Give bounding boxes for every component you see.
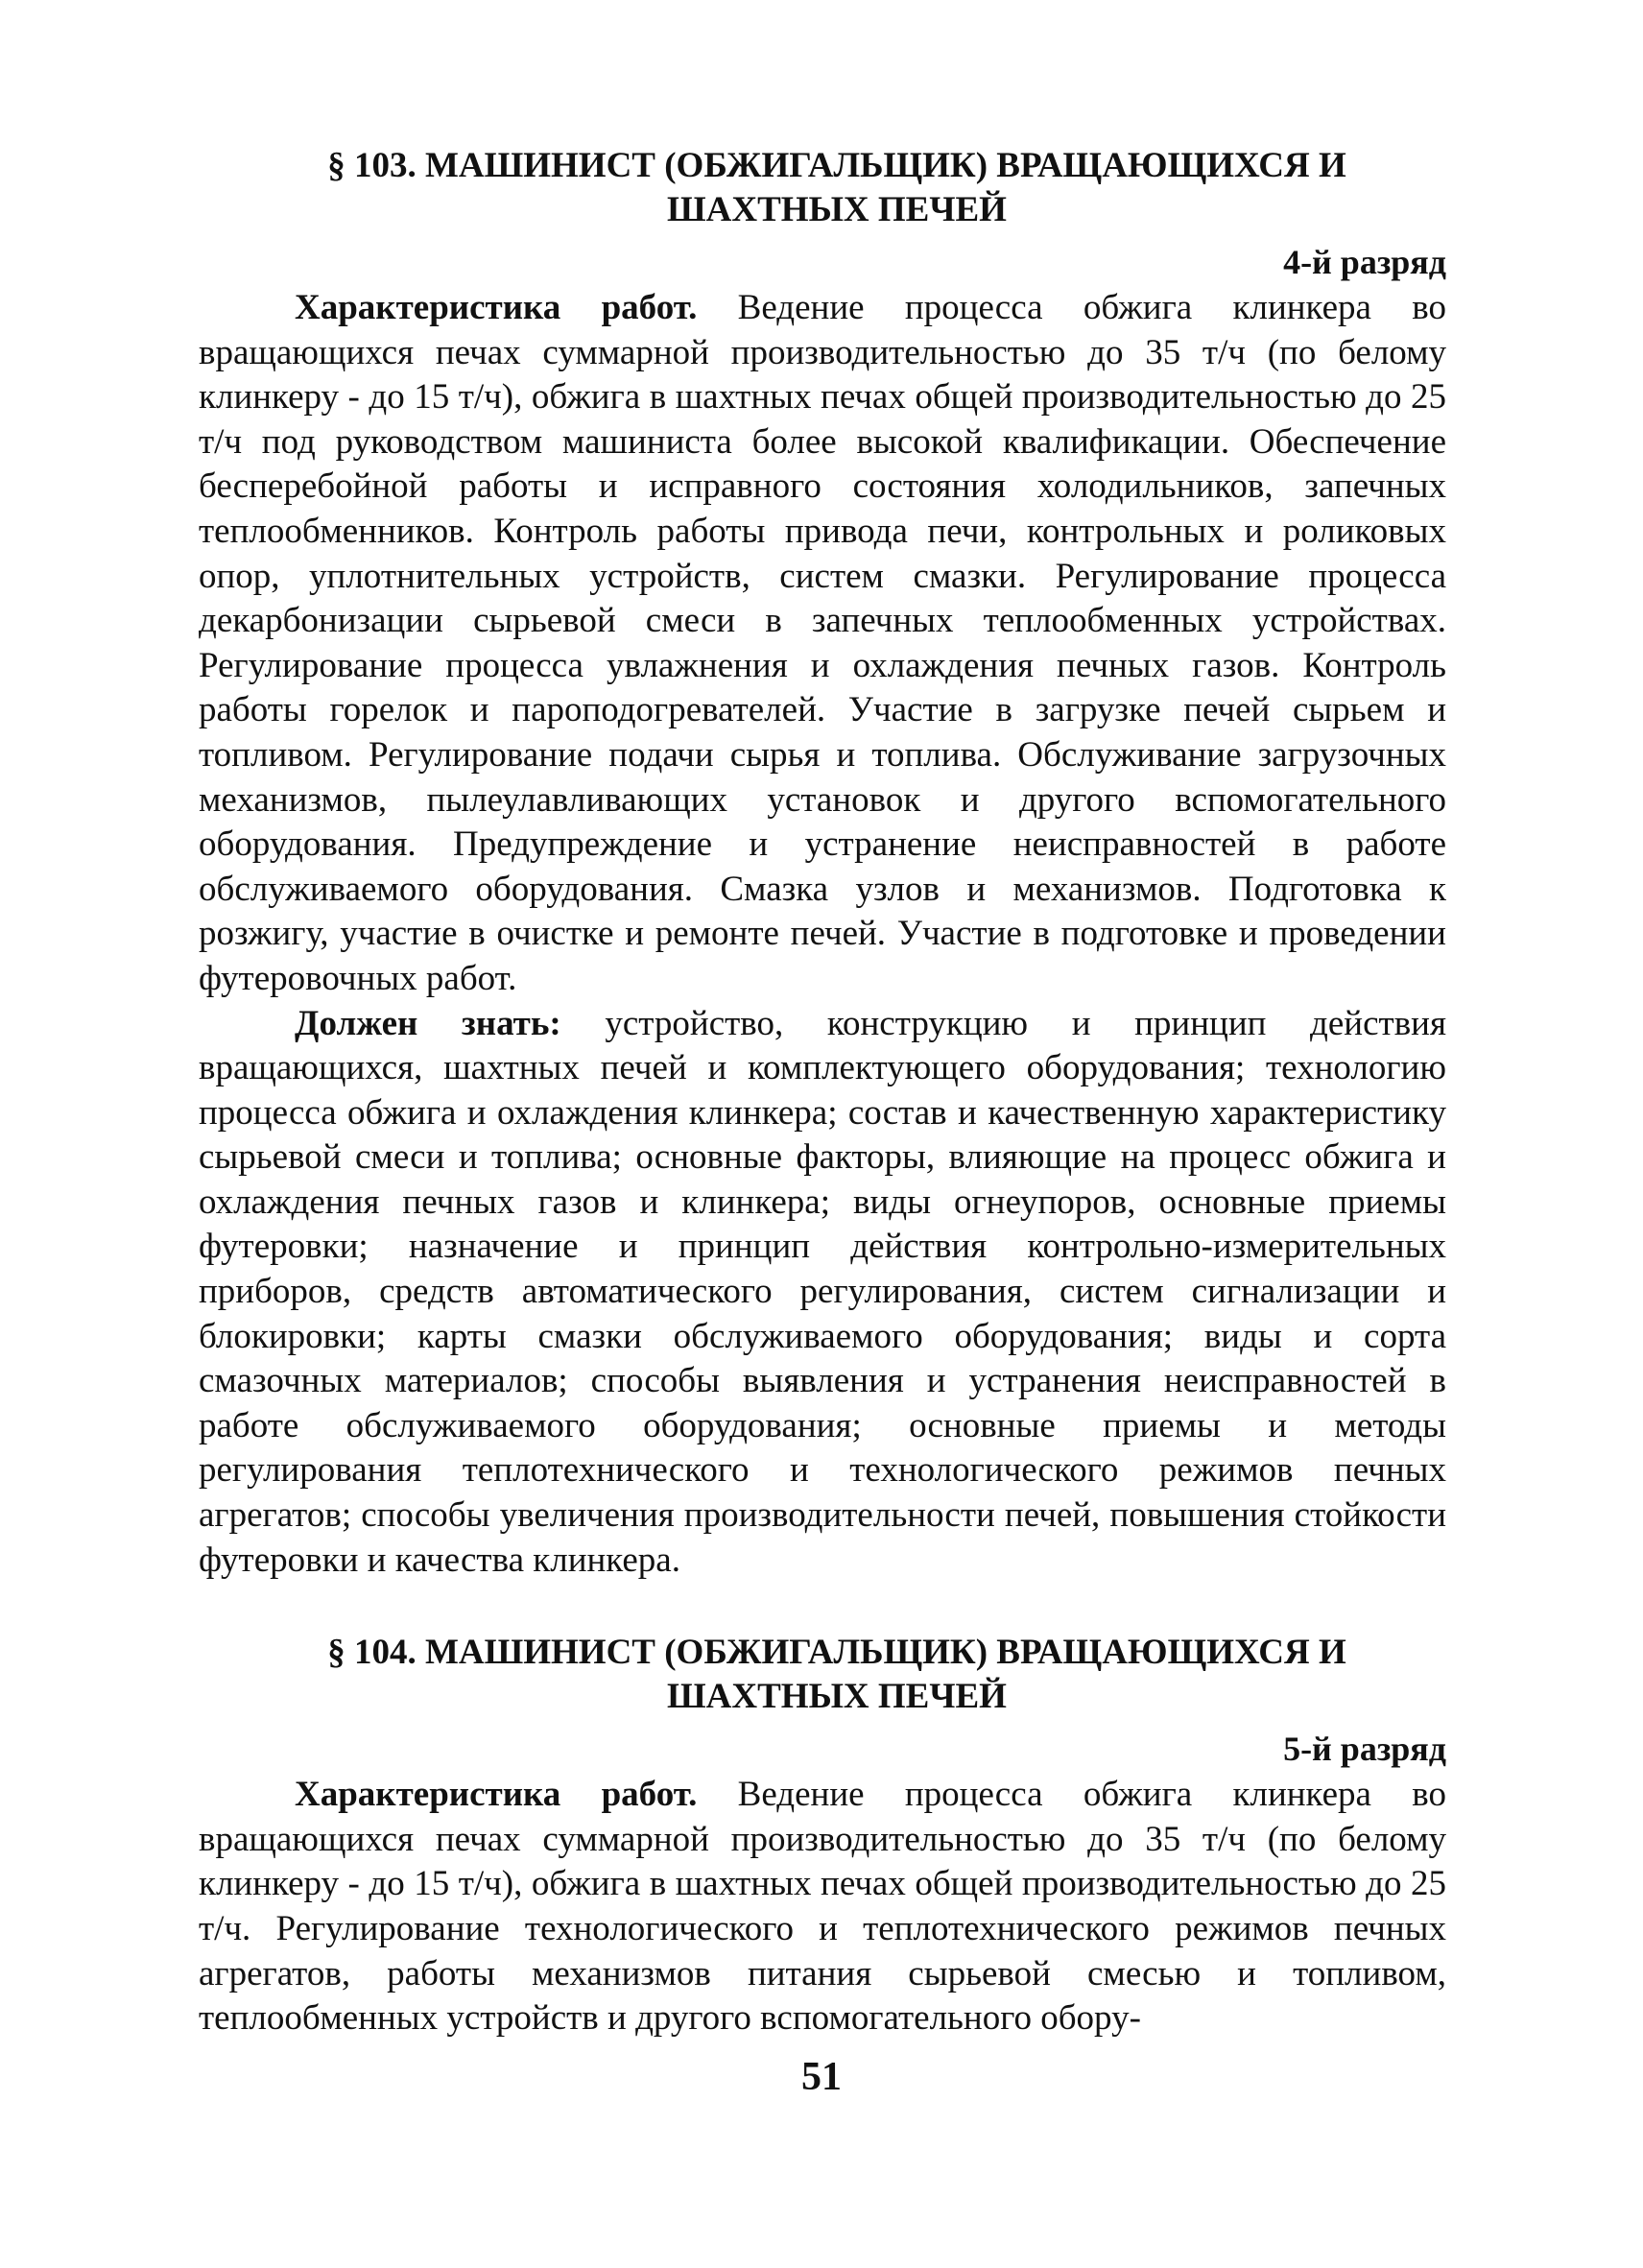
characteristics-text: Ведение процесса обжига клинкера во вращающихся печах суммарной производительностью до 35 т/ч (по белому клинкеру - до 15 т/ч), обжига в шахтных печах общей производительностью до 25 т/ч под руководством машиниста более высокой квалификации. Обеспечение бесперебойной работы и исправного состояния холодильников, запечных теплообменников. Контроль работы привода печи, контрольных и роликовых опор, уплотнительных устройств, систем смазки. Регулирование процесса декарбонизации сырьевой смеси в запечных теплообменных устройствах. Регулирование процесса увлажнения и охлаждения печных газов. Контроль работы горелок и пароподогревателей. Участие в загрузке печей сырьем и топливом. Регулирование подачи сырья и топлива. Обслуживание загрузочных механизмов, пылеулавливающих установок и другого вспомогательного оборудования. Предупреждение и устранение неисправностей в работе обслуживаемого оборудования. Смазка узлов и механизмов. Подготовка к розжигу, участие в очистке и ремонте печей. Участие в подготовке и проведении футеровочных работ. xyxy=(199,288,1446,998)
page-number: 51 xyxy=(801,2055,842,2099)
grade-label: 5-й разряд xyxy=(1283,1730,1446,1769)
knowledge-text: устройство, конструкцию и принцип действия вращающихся, шахтных печей и комплектующего оборудования; технологию процесса обжига и охлаждения клинкера; состав и качественную характеристику сырьевой смеси и топлива; основные факторы, влияющие на процесс обжига и охлаждения печных газов и клинкера; виды огнеупоров, основные приемы футеровки; назначение и принцип действия контрольно-измерительных приборов, средств автоматического регулирования, систем сигнализации и блокировки; карты смазки обслуживаемого оборудования; виды и сорта смазочных материалов; способы выявления и устранения неисправностей в работе обслуживаемого оборудования; основные приемы и методы регулирования теплотехнического и технологического режимов печных агрегатов; способы увеличения производительности печей, повышения стойкости футеровки и качества клинкера. xyxy=(199,1003,1446,1580)
characteristics-text: Ведение процесса обжига клинкера во вращающихся печах суммарной производительностью до 35 т/ч (по белому клинкеру - до 15 т/ч), обжига в шахтных печах общей производительностью до 25 т/ч. Регулирование технологического и теплотехнического режимов печных агрегатов, работы механизмов питания сырьевой смесью и топливом, теплообменных устройств и другого вспомогательного обору- xyxy=(199,1775,1446,2039)
characteristics-paragraph xyxy=(199,286,1446,1002)
document-page xyxy=(199,144,1446,2041)
section-104 xyxy=(199,1631,1446,2041)
section-title xyxy=(199,144,1446,232)
grade-label: 4-й разряд xyxy=(1283,243,1446,281)
characteristics-label: Характеристика работ. xyxy=(295,1775,698,1815)
section-title-line-2: ШАХТНЫХ ПЕЧЕЙ xyxy=(667,190,1007,229)
section-103 xyxy=(199,144,1446,1583)
knowledge-paragraph xyxy=(199,1002,1446,1584)
section-title-line-1: § 104. МАШИНИСТ (ОБЖИГАЛЬЩИК) ВРАЩАЮЩИХСЯ И xyxy=(327,1633,1346,1673)
characteristics-paragraph xyxy=(199,1773,1446,2041)
characteristics-label: Характеристика работ. xyxy=(295,288,698,327)
section-title xyxy=(199,1631,1446,1719)
knowledge-label: Должен знать: xyxy=(295,1003,561,1043)
section-title-line-1: § 103. МАШИНИСТ (ОБЖИГАЛЬЩИК) ВРАЩАЮЩИХСЯ И xyxy=(327,146,1346,185)
section-title-line-2: ШАХТНЫХ ПЕЧЕЙ xyxy=(667,1677,1007,1717)
